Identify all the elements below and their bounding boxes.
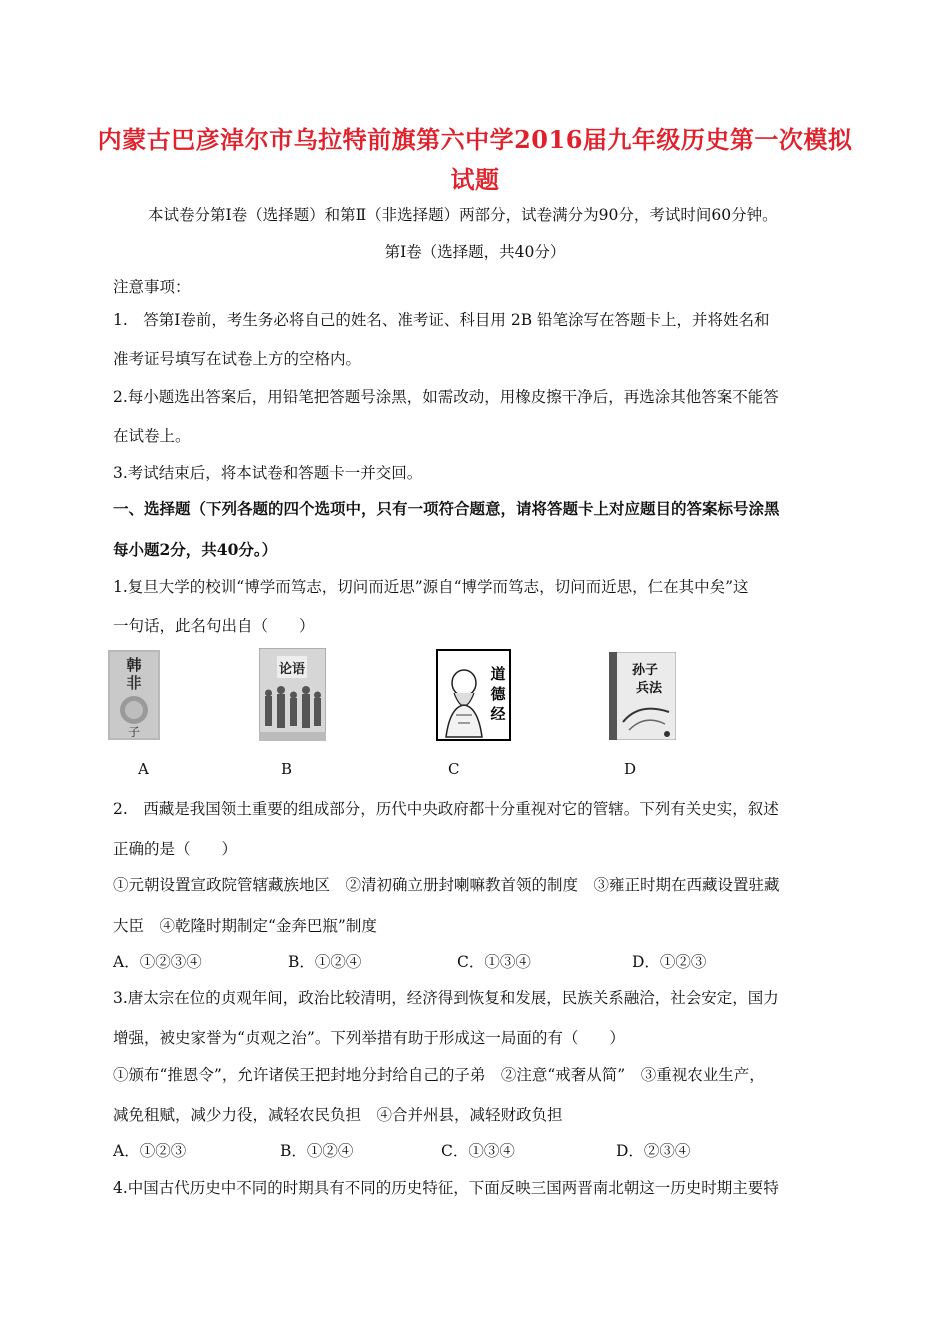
part1-heading-b: 每小题2分，共40分。）	[113, 540, 278, 559]
q1-label-b: B	[281, 760, 293, 778]
section1-header: 第Ⅰ卷（选择题，共40分）	[384, 243, 566, 261]
q2-option-a: A．①②③④	[113, 953, 202, 971]
q1-text-b: 一句话，此名句出自（ ）	[113, 617, 315, 635]
q2-text-a: 2. 西藏是我国领土重要的组成部分，历代中央政府都十分重视对它的管辖。下列有关史实，叙述	[113, 800, 779, 818]
notice-item1-a: 1. 答第Ⅰ卷前，考生务必将自己的姓名、准考证、科目用 2B 铅笔涂写在答题卡上，并将姓名和	[113, 311, 770, 329]
svg-text:韩: 韩	[126, 656, 142, 674]
svg-text:非: 非	[126, 674, 142, 692]
q4-text-a: 4.中国古代历史中不同的时期具有不同的历史特征，下面反映三国两晋南北朝这一历史时期主要特	[113, 1179, 779, 1197]
svg-text:论语: 论语	[278, 662, 306, 677]
q3-option-b: B．①②④	[280, 1142, 354, 1160]
q3-text-b: 增强，被史家誉为“贞观之治”。下列举措有助于形成这一局面的有（ ）	[113, 1029, 625, 1047]
q2-option-d: D．①②③	[632, 953, 707, 971]
q1-label-a: A	[138, 760, 149, 778]
q1-label-d: D	[624, 760, 637, 778]
q3-option-d: D．②③④	[616, 1142, 691, 1160]
notice-item2-a: 2.每小题选出答案后，用铅笔把答题号涂黑，如需改动，用橡皮擦干净后，再选涂其他答案不能答	[113, 388, 779, 406]
svg-text:道: 道	[490, 665, 506, 683]
book-cover-daodejing-icon	[436, 649, 511, 741]
book-cover-lunyu-icon	[259, 648, 326, 741]
notice-item1-b: 准考证号填写在试卷上方的空格内。	[113, 350, 362, 368]
exam-intro: 本试卷分第Ⅰ卷（选择题）和第Ⅱ（非选择题）两部分，试卷满分为90分，考试时间60分钟。	[148, 206, 778, 224]
q3-option-c: C．①③④	[441, 1142, 515, 1160]
q2-option-c: C．①③④	[457, 953, 531, 971]
svg-text:兵法: 兵法	[635, 681, 663, 696]
q2-text-b: 正确的是（ ）	[113, 840, 238, 858]
notice-item3: 3.考试结束后，将本试卷和答题卡一并交回。	[113, 464, 423, 482]
q3-option-a: A．①②③	[113, 1142, 187, 1160]
notice-item2-b: 在试卷上。	[113, 427, 191, 445]
q1-text-a: 1.复旦大学的校训“博学而笃志，切问而近思”源自“博学而笃志，切问而近思，仁在其中矣”这	[113, 578, 749, 596]
exam-title-line2: 试题	[450, 165, 500, 194]
book-cover-hanfeizi-icon	[108, 650, 160, 740]
svg-text:孙子: 孙子	[631, 663, 659, 678]
svg-text:子: 子	[127, 725, 141, 739]
notice-heading: 注意事项：	[113, 278, 191, 296]
q3-statement-b: 减免租赋，减少力役，减轻农民负担 ④合并州县，减轻财政负担	[113, 1106, 563, 1124]
q2-statement-b: 大臣 ④乾隆时期制定“金奔巴瓶”制度	[113, 917, 377, 935]
svg-text:经: 经	[490, 705, 506, 723]
q3-text-a: 3.唐太宗在位的贞观年间，政治比较清明，经济得到恢复和发展，民族关系融洽，社会安定，国力	[113, 989, 779, 1007]
book-cover-sunzi-icon	[609, 652, 676, 740]
part1-heading-a: 一、选择题（下列各题的四个选项中，只有一项符合题意，请将答题卡上对应题目的答案标号涂黑	[113, 499, 780, 518]
q3-statement-a: ①颁布“推恩令”，允许诸侯王把封地分封给自己的子弟 ②注意“戒奢从简” ③重视农业生产，	[113, 1066, 765, 1084]
q2-statement-a: ①元朝设置宣政院管辖藏族地区 ②清初确立册封喇嘛教首领的制度 ③雍正时期在西藏设置驻藏	[113, 876, 780, 894]
svg-text:德: 德	[490, 685, 506, 703]
q2-option-b: B．①②④	[288, 953, 362, 971]
q1-label-c: C	[448, 760, 460, 778]
exam-title-line1: 内蒙古巴彦淖尔市乌拉特前旗第六中学2016届九年级历史第一次模拟	[97, 125, 853, 154]
